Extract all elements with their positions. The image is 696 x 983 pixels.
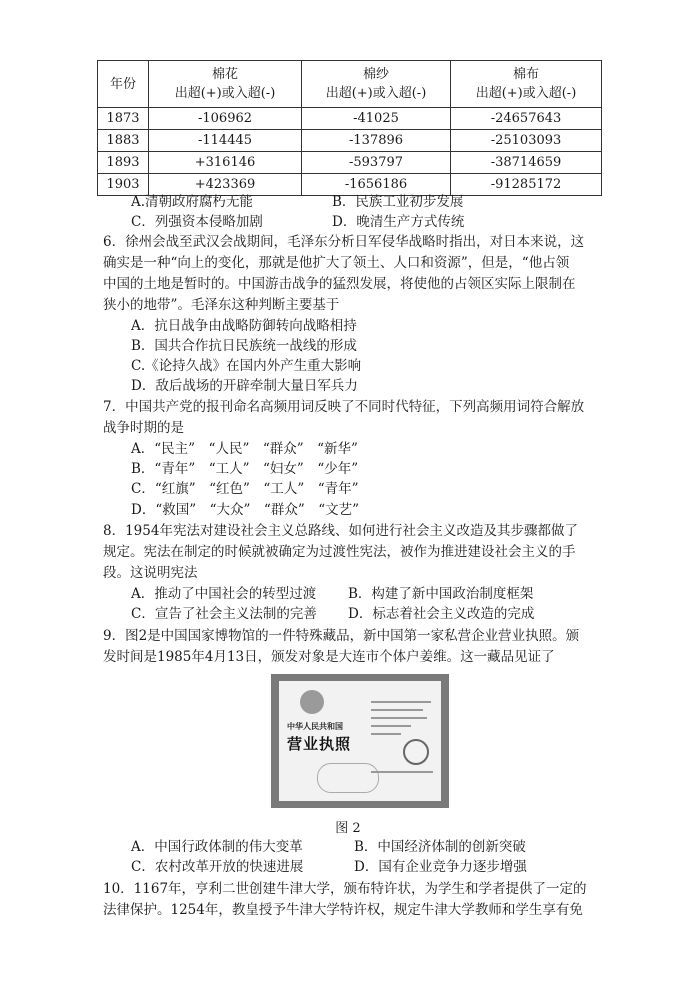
q9-option-c: C．农村改革开放的快速进展 (131, 859, 304, 875)
q8-option-d: D．标志着社会主义改造的完成 (348, 606, 535, 622)
cell-cloth: -38714659 (451, 152, 602, 174)
q8-option-b: B．构建了新中国政治制度框架 (348, 586, 534, 602)
q8-stem-line: 8．1954年宪法对建设社会主义总路线、如何进行社会主义改造及其步骤都做了 (103, 523, 578, 539)
cell-cotton: +316146 (149, 152, 302, 174)
license-text-line (371, 717, 427, 719)
q6-stem-line: 6．徐州会战至武汉会战期间，毛泽东分析日军侵华战略时指出，对日本来说，这 (103, 234, 585, 250)
cell-cloth: -24657643 (451, 108, 602, 130)
q6-stem-line: 确实是一种“向上的变化，那就是他扩大了领土、人口和资源”，但是，“他占领 (103, 255, 570, 271)
table-row (98, 152, 602, 174)
license-text-line (371, 709, 423, 711)
cell-yarn: -137896 (302, 130, 451, 152)
q5-option-b: B．民族工业初步发展 (332, 194, 464, 210)
header-year: 年份 (98, 61, 149, 108)
q9-option-d: D．国有企业竞争力逐步增强 (354, 859, 527, 875)
q9-option-a: A．中国行政体制的伟大变革 (131, 839, 303, 855)
header-cotton: 棉花 出超(+)或入超(-) (149, 61, 302, 108)
cell-cloth: -25103093 (451, 130, 602, 152)
q5-option-d: D．晚清生产方式传统 (332, 214, 465, 230)
q5-option-a: A.清朝政府腐朽无能 (131, 194, 254, 210)
q7-stem-line: 7．中国共产党的报刊命名高频用词反映了不同时代特征，下列高频用词符合解放 (103, 399, 585, 415)
license-text-line (371, 733, 401, 735)
cell-yarn: -41025 (302, 108, 451, 130)
cell-cotton: +423369 (149, 174, 302, 196)
q8-option-c: C．宣告了社会主义法制的完善 (131, 606, 317, 622)
q8-stem-line: 段。这说明宪法 (103, 565, 198, 581)
q6-stem-line: 中国的土地是暂时的。中国游击战争的猛烈发展，将使他的占领区实际上限制在 (103, 276, 576, 292)
official-stamp-icon (403, 739, 429, 765)
license-text-line (371, 725, 411, 727)
q6-option-d: D．敌后战场的开辟牵制大量日军兵力 (131, 378, 358, 394)
business-license-photo (271, 674, 449, 808)
cell-cloth: -91285172 (451, 174, 602, 196)
q5-option-c: C．列强资本侵略加剧 (131, 214, 263, 230)
license-title-country: 中华人民共和国 (287, 721, 343, 731)
cell-year: 1883 (98, 130, 149, 152)
q7-option-a: A．“民主” “人民” “群众” “新华” (131, 441, 358, 457)
cell-cotton: -114445 (149, 130, 302, 152)
cell-yarn: -593797 (302, 152, 451, 174)
q8-stem-line: 规定。宪法在制定的时候就被确定为过渡性宪法，被作为推进建设社会主义的手 (103, 544, 576, 560)
cell-year: 1903 (98, 174, 149, 196)
national-emblem-icon (300, 690, 324, 714)
q7-stem-line: 战争时期的是 (103, 420, 184, 436)
cell-year: 1873 (98, 108, 149, 130)
cell-year: 1893 (98, 152, 149, 174)
license-text-line (371, 701, 431, 703)
q6-option-c: C.《论持久战》在国内外产生重大影响 (131, 358, 362, 374)
license-text-line (371, 771, 433, 773)
trade-table-container (97, 60, 602, 196)
cell-cotton: -106962 (149, 108, 302, 130)
table-header-row (98, 61, 602, 108)
header-cloth: 棉布 出超(+)或入超(-) (451, 61, 602, 108)
q6-option-a: A．抗日战争由战略防御转向战略相持 (131, 318, 357, 334)
q7-option-b: B．“青年” “工人” “妇女” “少年” (131, 461, 359, 477)
license-seal-icon (317, 763, 379, 793)
license-title: 营业执照 (287, 735, 352, 753)
q9-stem-line: 9．图2是中国国家博物馆的一件特殊藏品，新中国第一家私营企业营业执照。颁 (103, 628, 580, 644)
q9-stem-line: 发时间是1985年4月13日，颁发对象是大连市个体户姜维。这一藏品见证了 (103, 649, 555, 665)
q8-option-a: A．推动了中国社会的转型过渡 (131, 586, 317, 602)
q6-option-b: B．国共合作抗日民族统一战线的形成 (131, 338, 357, 354)
cotton-trade-table (97, 60, 602, 196)
table-row (98, 108, 602, 130)
header-yarn: 棉纱 出超(+)或入超(-) (302, 61, 451, 108)
cell-yarn: -1656186 (302, 174, 451, 196)
license-document (279, 681, 441, 801)
q7-option-d: D．“救国” “大众” “群众” “文艺” (131, 502, 360, 518)
q10-stem-line: 10．1167年，亨利二世创建牛津大学，颁布特许状，为学生和学者提供了一定的 (103, 881, 587, 897)
figure-caption: 图 2 (335, 821, 361, 836)
q9-option-b: B．中国经济体制的创新突破 (354, 839, 526, 855)
q6-stem-line: 狭小的地带”。毛泽东这种判断主要基于 (103, 297, 340, 313)
q7-option-c: C．“红旗” “红色” “工人” “青年” (131, 481, 359, 497)
table-row (98, 130, 602, 152)
q10-stem-line: 法律保护。1254年，教皇授予牛津大学特许权，规定牛津大学教师和学生享有免 (103, 902, 583, 918)
